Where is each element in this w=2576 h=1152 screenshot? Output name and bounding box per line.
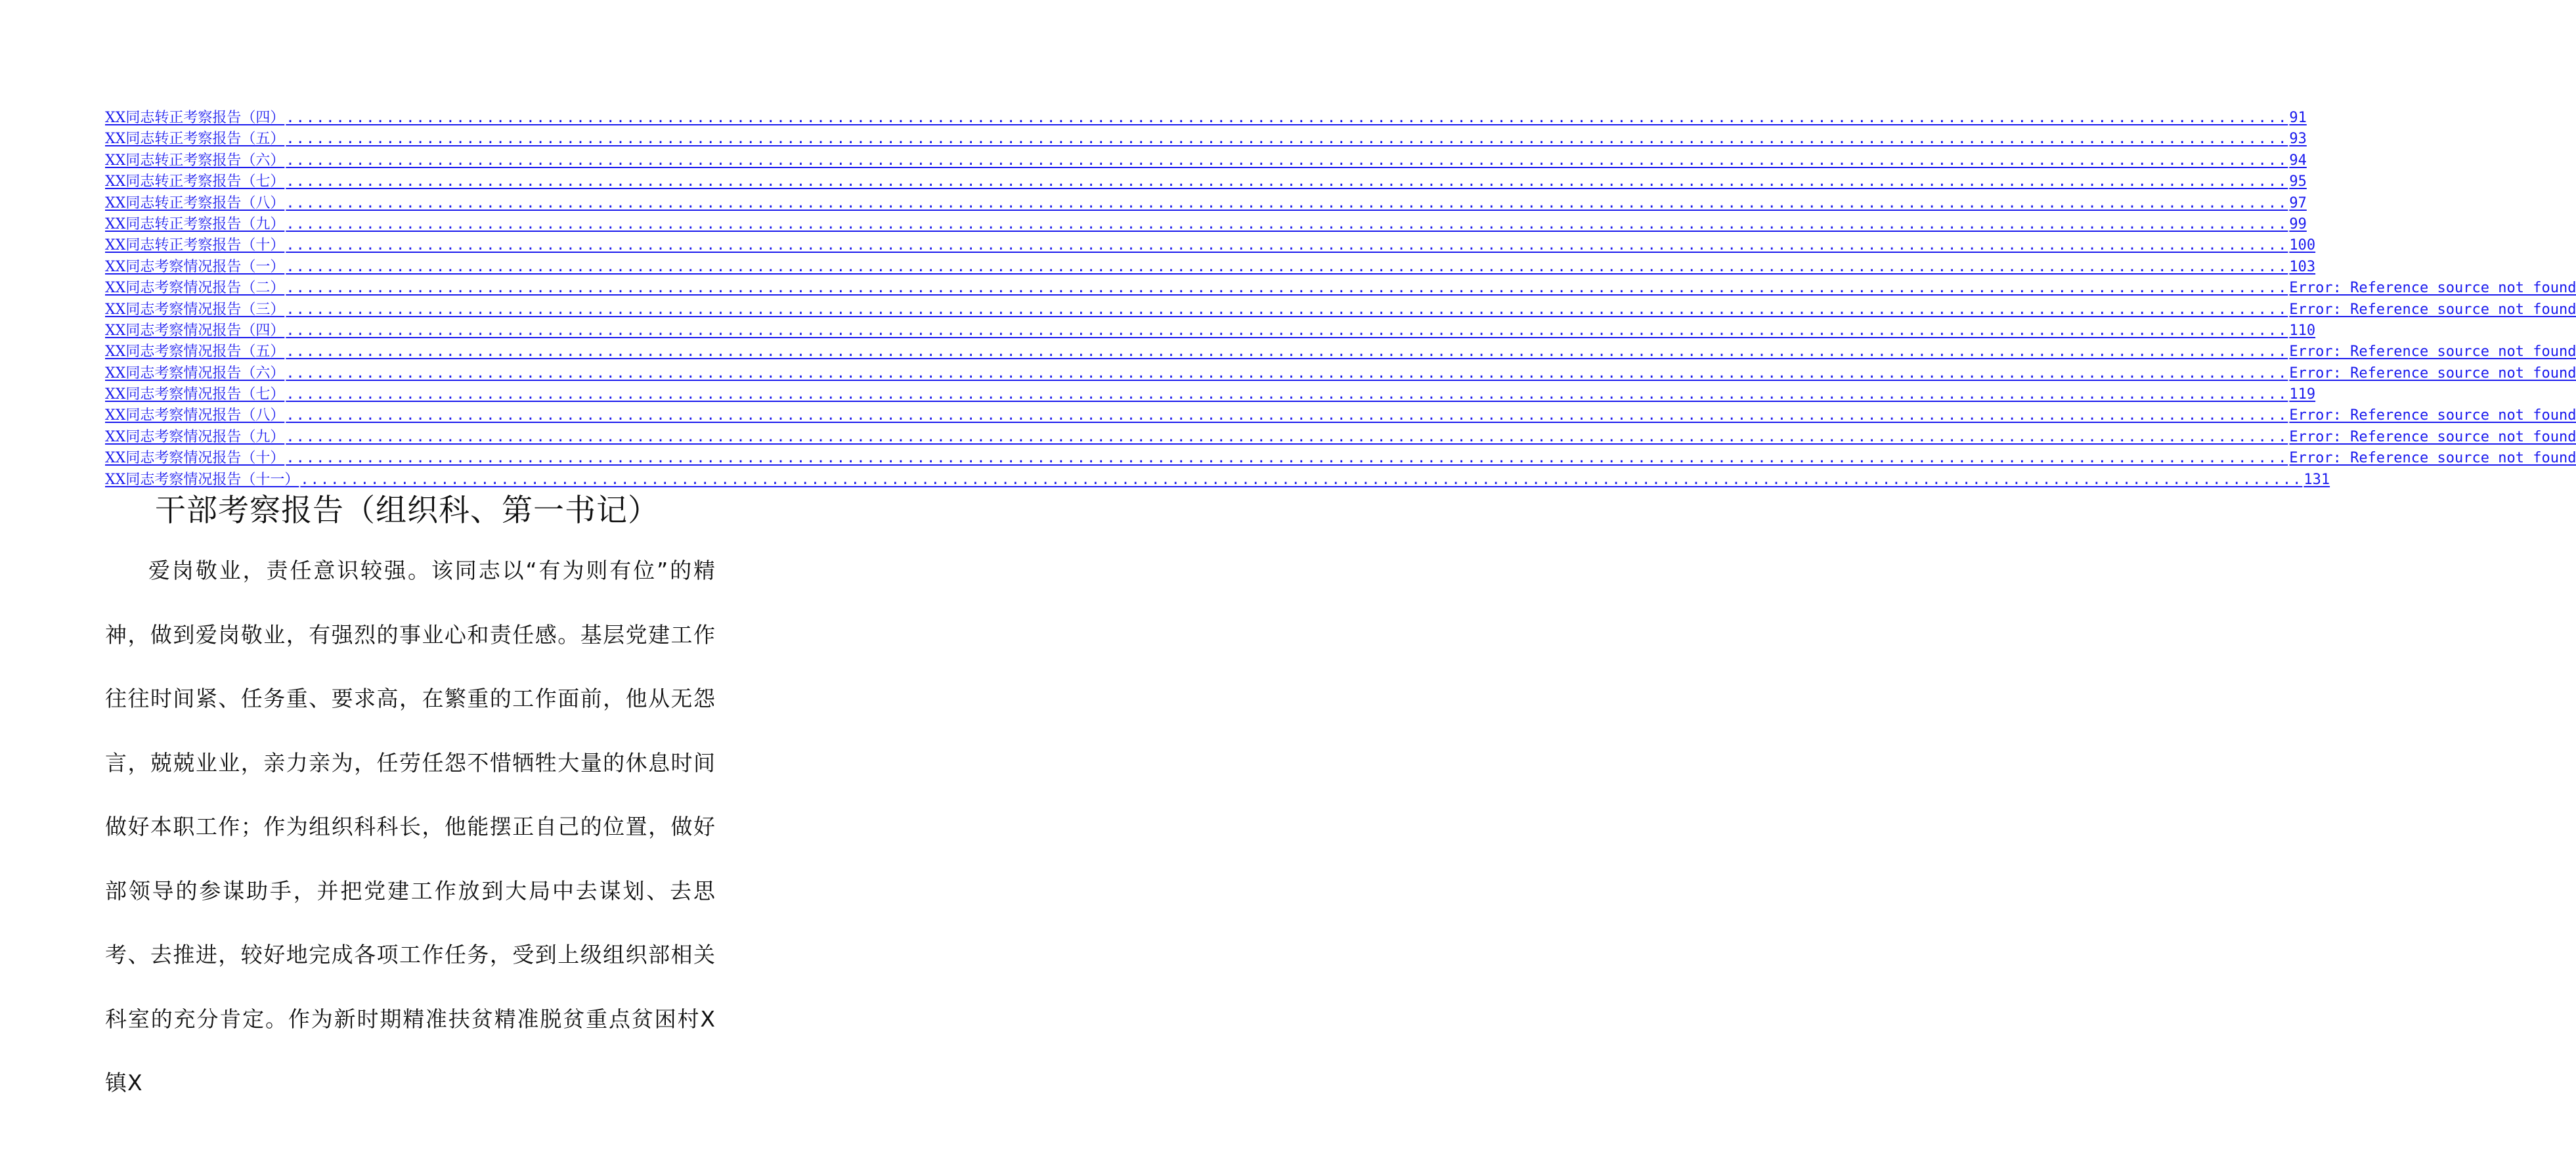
toc-dot-leader: ........................................................................................................................................................................................................	[286, 173, 2288, 190]
toc-entry-page: 94	[2289, 152, 2307, 169]
document-title: 干部考察报告（组织科、第一书记）	[155, 493, 659, 529]
toc-entry-page: 103	[2289, 258, 2316, 275]
toc-entry-link[interactable]	[105, 213, 2307, 234]
toc-dot-leader: ........................................................................................................................................................................................................	[286, 131, 2288, 148]
toc-entry-link[interactable]	[105, 383, 2316, 404]
toc-entry-link[interactable]	[105, 362, 2576, 383]
toc-entry-title: XX同志考察情况报告（十）	[105, 450, 285, 467]
toc-dot-leader: ........................................................................................................................................................................................................	[286, 110, 2288, 126]
toc-entry-page: 97	[2289, 194, 2307, 211]
toc-dot-leader: ........................................................................................................................................................................................................	[286, 215, 2288, 233]
toc-dot-leader: ........................................................................................................................................................................................................	[286, 386, 2288, 403]
toc-entry-page: Error: Reference source not found	[2289, 407, 2576, 424]
toc-dot-leader: ........................................................................................................................................................................................................	[286, 322, 2288, 339]
toc-entry-link[interactable]	[105, 106, 2307, 127]
toc-entry-page: 91	[2289, 110, 2307, 126]
toc-dot-leader: ........................................................................................................................................................................................................	[286, 407, 2288, 424]
toc-entry-page: 95	[2289, 173, 2307, 190]
toc-entry-link[interactable]	[105, 447, 2576, 468]
toc-entry-page: Error: Reference source not found	[2289, 428, 2576, 445]
toc-entry-link[interactable]	[105, 319, 2316, 340]
toc-entry-title: XX同志转正考察报告（五）	[105, 131, 285, 148]
toc-dot-leader: ........................................................................................................................................................................................................	[286, 194, 2288, 211]
toc-entry-title: XX同志转正考察报告（六）	[105, 152, 285, 169]
toc-dot-leader: ........................................................................................................................................................................................................	[300, 471, 2303, 488]
toc-entry-link[interactable]	[105, 404, 2576, 425]
toc-entry-page: 99	[2289, 215, 2307, 233]
toc-entry-title: XX同志转正考察报告（七）	[105, 173, 285, 190]
toc-entry-page: 100	[2289, 237, 2316, 254]
toc-entry-link[interactable]	[105, 277, 2576, 298]
toc-entry-page: 110	[2289, 322, 2316, 339]
toc-entry-link[interactable]	[105, 234, 2316, 255]
toc-entry-link[interactable]	[105, 192, 2307, 213]
table-of-contents	[105, 106, 2576, 489]
toc-dot-leader: ........................................................................................................................................................................................................	[286, 258, 2288, 275]
toc-entry-title: XX同志考察情况报告（五）	[105, 343, 285, 361]
toc-entry-link[interactable]	[105, 426, 2576, 447]
toc-entry-title: XX同志考察情况报告（八）	[105, 407, 285, 424]
toc-entry-page: Error: Reference source not found	[2289, 280, 2576, 297]
toc-entry-title: XX同志考察情况报告（三）	[105, 301, 285, 318]
toc-entry-page: 93	[2289, 131, 2307, 148]
toc-entry-title: XX同志考察情况报告（四）	[105, 322, 285, 339]
toc-entry-title: XX同志考察情况报告（二）	[105, 280, 285, 297]
toc-entry-page: Error: Reference source not found	[2289, 365, 2576, 382]
toc-entry-link[interactable]	[105, 170, 2307, 191]
toc-entry-title: XX同志考察情况报告（十一）	[105, 471, 299, 488]
toc-entry-title: XX同志转正考察报告（十）	[105, 237, 285, 254]
toc-dot-leader: ........................................................................................................................................................................................................	[286, 301, 2288, 318]
toc-entry-title: XX同志考察情况报告（七）	[105, 386, 285, 403]
toc-dot-leader: ........................................................................................................................................................................................................	[286, 237, 2288, 254]
toc-entry-link[interactable]	[105, 298, 2576, 319]
toc-entry-link[interactable]	[105, 127, 2307, 148]
toc-entry-link[interactable]	[105, 255, 2316, 277]
toc-entry-title: XX同志考察情况报告（一）	[105, 258, 285, 275]
toc-entry-page: Error: Reference source not found	[2289, 450, 2576, 467]
toc-entry-link[interactable]	[105, 468, 2330, 489]
toc-entry-page: Error: Reference source not found	[2289, 301, 2576, 318]
toc-entry-page: 131	[2303, 471, 2330, 488]
body-paragraph: 爱岗敬业，责任意识较强。该同志以“有为则有位”的精神，做到爱岗敬业，有强烈的事业心和责任感。基层党建工作往往时间紧、任务重、要求高，在繁重的工作面前，他从无怨言，兢兢业业，亲力亲为，任劳任怨不惜牺牲大量的休息时间做好本职工作；作为组织科科长，他能摆正自己的位置，做好部领导的参谋助手，并把党建工作放到大局中去谋划、去思考、去推进，较好地完成各项工作任务，受到上级组织部相关科室的充分肯定。作为新时期精准扶贫精准脱贫重点贫困村X镇X	[105, 558, 716, 1096]
toc-dot-leader: ........................................................................................................................................................................................................	[286, 428, 2288, 445]
toc-entry-title: XX同志考察情况报告（九）	[105, 428, 285, 445]
toc-entry-page: Error: Reference source not found	[2289, 343, 2576, 361]
toc-dot-leader: ........................................................................................................................................................................................................	[286, 365, 2288, 382]
toc-dot-leader: ........................................................................................................................................................................................................	[286, 343, 2288, 361]
toc-entry-title: XX同志转正考察报告（九）	[105, 215, 285, 233]
toc-entry-title: XX同志转正考察报告（八）	[105, 194, 285, 211]
toc-dot-leader: ........................................................................................................................................................................................................	[286, 450, 2288, 467]
toc-entry-link[interactable]	[105, 149, 2307, 170]
toc-entry-title: XX同志转正考察报告（四）	[105, 110, 285, 126]
toc-entry-title: XX同志考察情况报告（六）	[105, 365, 285, 382]
toc-entry-page: 119	[2289, 386, 2316, 403]
toc-dot-leader: ........................................................................................................................................................................................................	[286, 280, 2288, 297]
toc-entry-link[interactable]	[105, 340, 2576, 361]
toc-dot-leader: ........................................................................................................................................................................................................	[286, 152, 2288, 169]
